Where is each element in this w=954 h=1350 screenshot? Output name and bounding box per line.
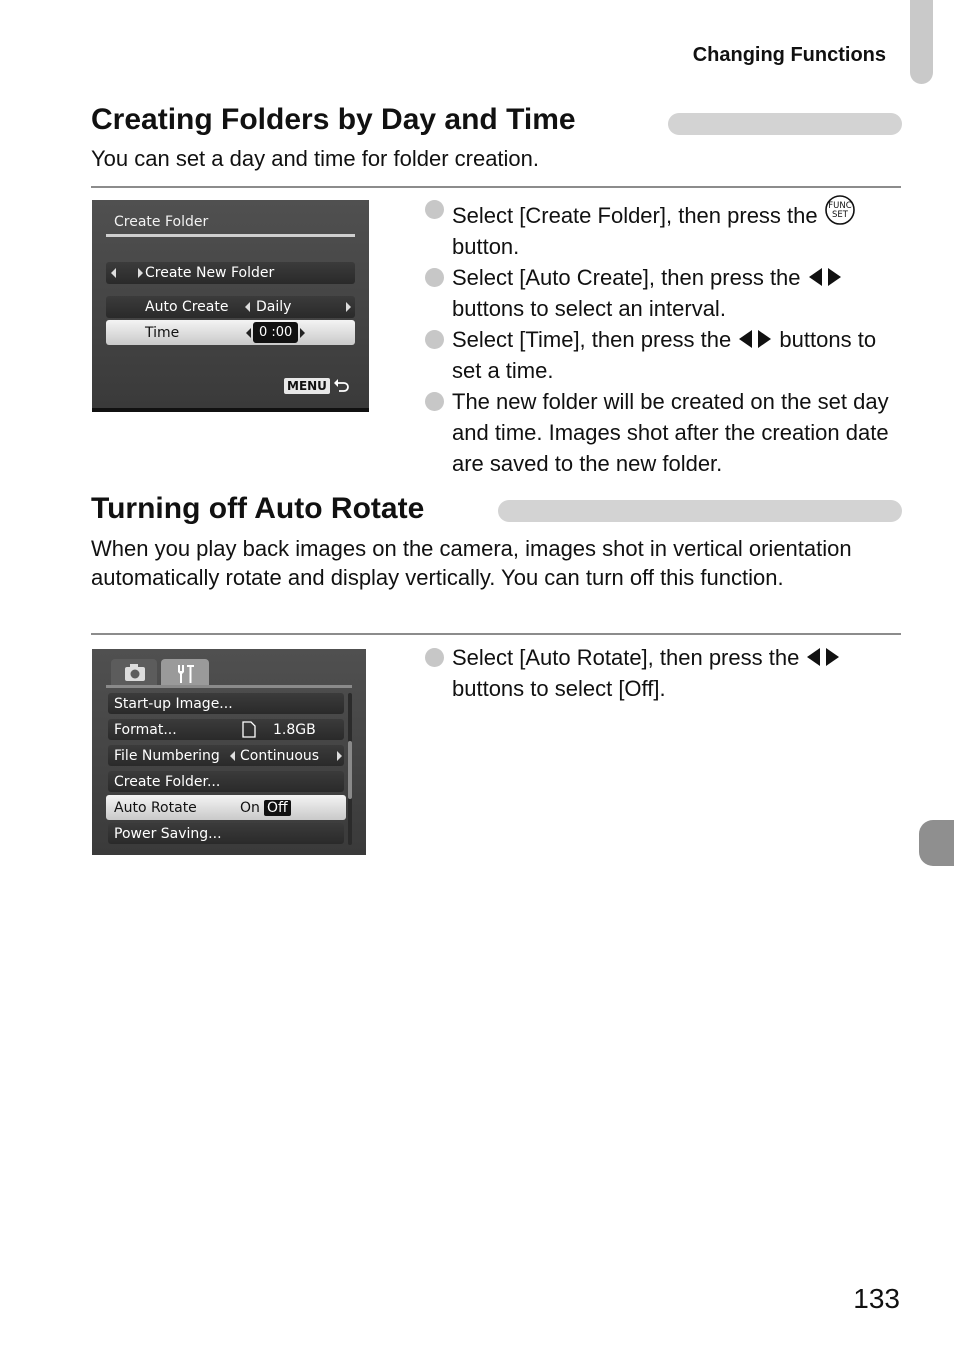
auto-create-row[interactable] xyxy=(106,296,355,318)
bullet-icon xyxy=(425,648,444,667)
svg-text:SET: SET xyxy=(831,210,848,220)
row-label: Time xyxy=(145,324,180,341)
page-number: 133 xyxy=(853,1283,900,1314)
left-right-arrows-icon xyxy=(737,328,773,350)
section-rule xyxy=(91,633,901,635)
row-label: Auto Create xyxy=(145,299,229,315)
right-arrow-icon xyxy=(346,302,351,312)
create-folder-screen xyxy=(92,200,369,412)
step-text: Select [Auto Create], then press the xyxy=(452,265,807,290)
camera-icon xyxy=(111,659,157,687)
left-arrow-icon xyxy=(111,268,116,278)
scrollbar-thumb[interactable] xyxy=(348,741,352,799)
step-text: buttons to select [Off]. xyxy=(452,676,666,701)
create-new-folder-row[interactable] xyxy=(106,262,355,284)
row-value: Continuous xyxy=(240,747,320,764)
step-text: Select [Auto Rotate], then press the xyxy=(452,645,806,670)
section-title-auto-rotate: Turning off Auto Rotate xyxy=(91,492,425,525)
screen-title-underline xyxy=(106,234,355,237)
chapter-tab-top xyxy=(910,0,933,84)
return-icon xyxy=(333,377,350,394)
step-item xyxy=(424,386,902,479)
func-set-button-icon xyxy=(824,194,856,226)
left-right-arrows-icon xyxy=(807,266,843,288)
steps-list-auto-rotate xyxy=(424,642,902,704)
right-arrow-icon xyxy=(138,268,143,278)
menu-button[interactable]: MENU xyxy=(284,378,330,394)
time-value: 0 :00 xyxy=(253,322,298,343)
section-intro-auto-rotate: When you play back images on the camera, images shot in vertical orientation automatically rotate and display vertically. You can turn off this function. xyxy=(91,536,852,590)
row-label: Power Saving... xyxy=(114,825,222,842)
settings-menu-screen xyxy=(92,649,366,855)
step-item xyxy=(424,324,902,386)
memory-card-icon xyxy=(242,721,256,738)
tab-camera[interactable] xyxy=(111,659,157,687)
svg-text:FUNC: FUNC xyxy=(828,201,852,211)
option-off[interactable]: Off xyxy=(264,800,291,816)
step-text: Select [Time], then press the xyxy=(452,327,738,352)
section-rule xyxy=(91,186,901,188)
tab-settings[interactable] xyxy=(161,659,209,687)
row-value: 1.8GB xyxy=(273,721,316,738)
bullet-icon xyxy=(425,268,444,287)
section-title-folders: Creating Folders by Day and Time xyxy=(91,103,576,136)
step-item xyxy=(424,262,902,324)
step-text: The new folder will be created on the set day and time. Images shot after the creation date are saved to the new folder. xyxy=(452,389,889,476)
step-item xyxy=(424,642,902,704)
menu-row-auto-rotate[interactable] xyxy=(106,795,346,820)
row-label: Create New Folder xyxy=(145,265,275,281)
row-value: Daily xyxy=(256,299,292,315)
bullet-icon xyxy=(425,330,444,349)
time-row[interactable] xyxy=(106,320,355,345)
option-on[interactable]: On xyxy=(240,799,260,816)
row-label: Create Folder... xyxy=(114,773,221,790)
tools-icon xyxy=(161,659,209,687)
menu-row-startup-image[interactable] xyxy=(108,693,344,714)
section-title-bar xyxy=(668,113,902,135)
screen-title: Create Folder xyxy=(114,214,209,230)
step-text: buttons to select an interval. xyxy=(452,296,726,321)
step-text: Select [Create Folder], then press the xyxy=(452,203,824,228)
left-right-arrows-icon xyxy=(805,646,841,668)
running-head: Changing Functions xyxy=(692,44,886,66)
chapter-tab-side xyxy=(919,820,954,866)
step-text: button. xyxy=(452,234,520,259)
menu-row-power-saving[interactable] xyxy=(108,823,344,844)
row-label: Format... xyxy=(114,721,177,738)
bullet-icon xyxy=(425,200,444,219)
bullet-icon xyxy=(425,392,444,411)
step-text: buttons to set a time. xyxy=(452,327,877,383)
row-label: Start-up Image... xyxy=(114,695,233,712)
left-arrow-icon xyxy=(230,751,235,761)
row-label: File Numbering xyxy=(114,747,220,764)
step-item xyxy=(424,194,902,262)
menu-row-file-numbering[interactable] xyxy=(108,745,344,766)
right-arrow-icon xyxy=(337,751,342,761)
left-arrow-icon xyxy=(246,328,251,338)
left-arrow-icon xyxy=(245,302,250,312)
steps-list-folders xyxy=(424,194,902,479)
section-title-bar xyxy=(498,500,902,522)
row-label: Auto Rotate xyxy=(114,799,197,816)
menu-row-format[interactable] xyxy=(108,719,344,740)
section-intro-folders: You can set a day and time for folder creation. xyxy=(91,146,540,171)
right-arrow-icon xyxy=(300,328,305,338)
menu-row-create-folder[interactable] xyxy=(108,771,344,792)
tab-underline xyxy=(106,685,352,688)
